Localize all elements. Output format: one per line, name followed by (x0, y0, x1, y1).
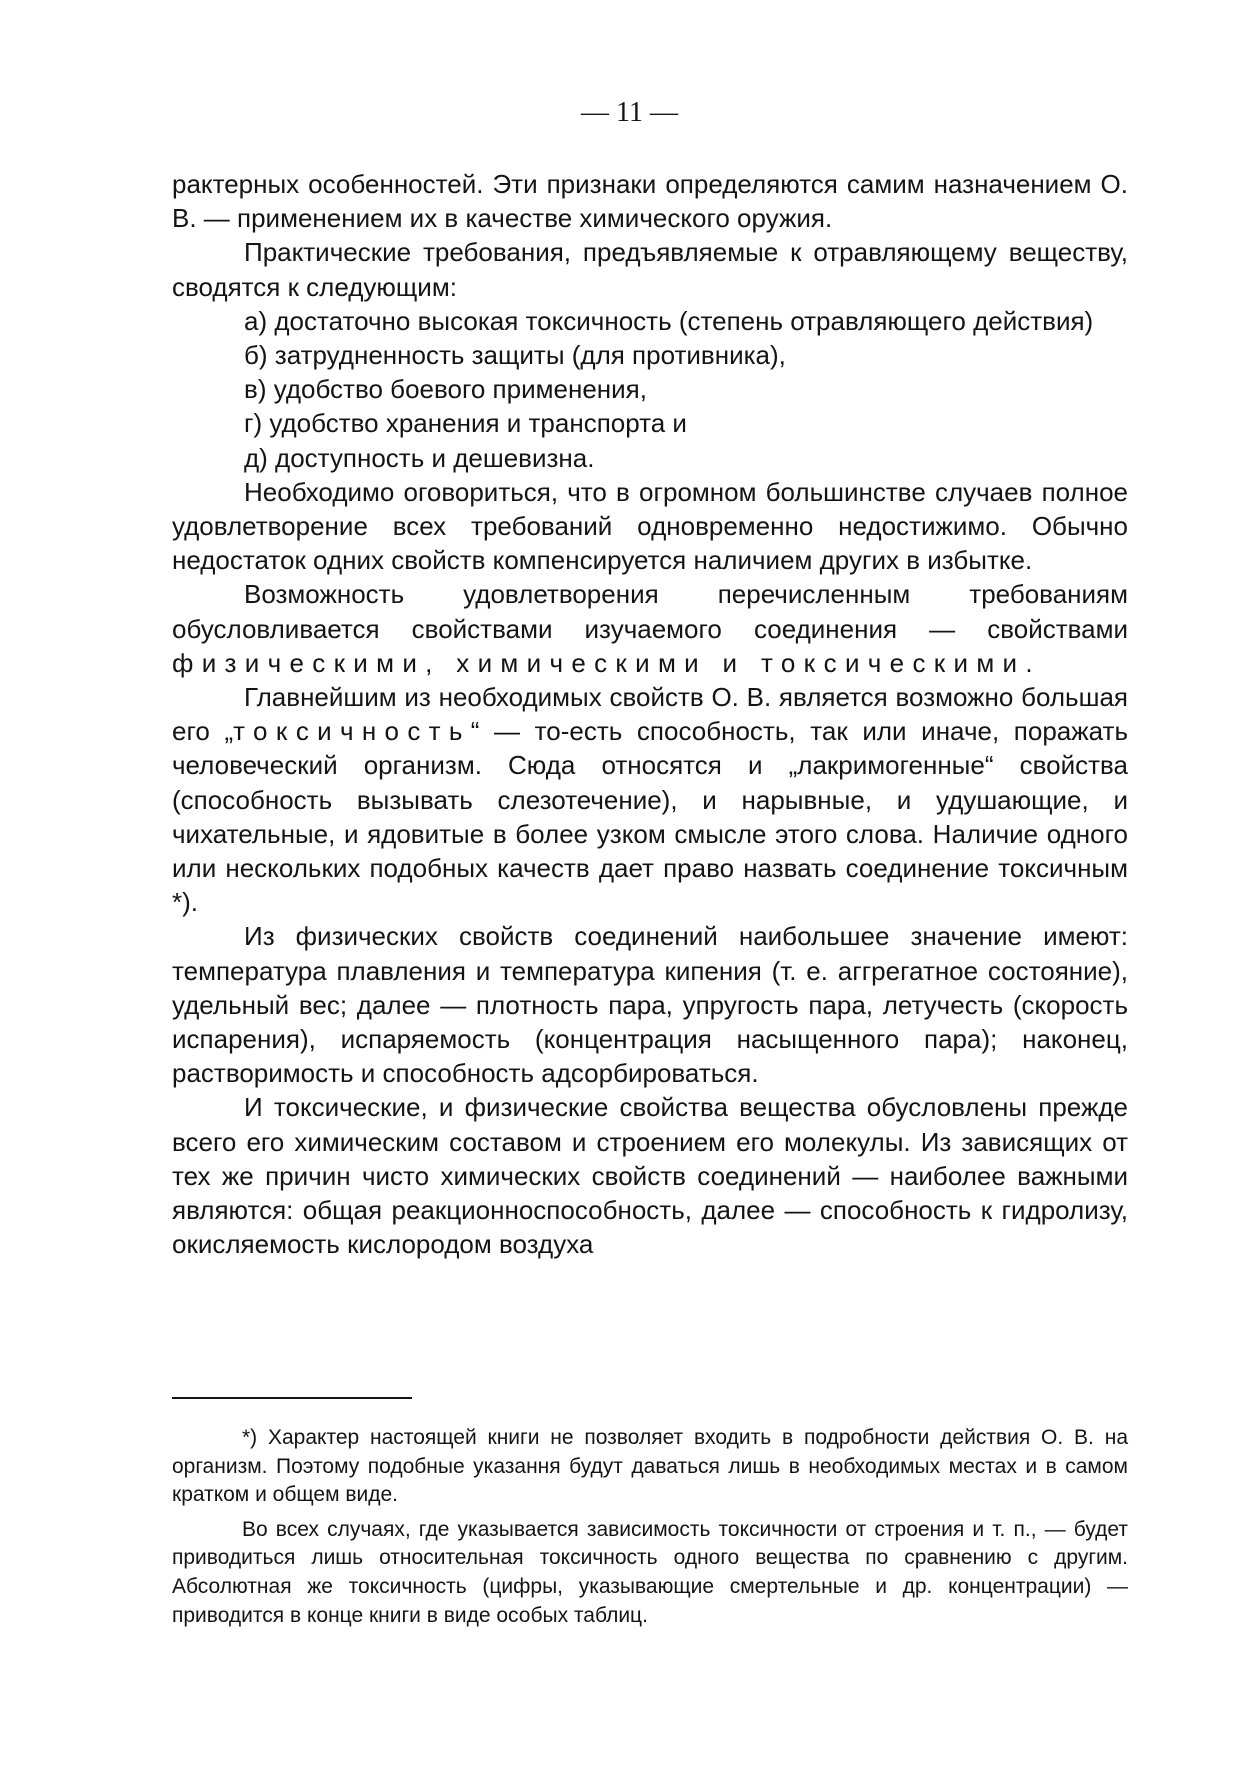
spaced-emphasis: токсичность (233, 716, 471, 747)
main-text (172, 167, 1128, 1262)
list-item: г) удобство хранения и транспорта и (244, 408, 687, 439)
paragraph-caveat: Необходимо оговориться, что в огромном большинстве случаев полное удовлетворение всех требований одновременно недостижимо. Обычно недостаток одних свойств компенсируется наличием других в избытке. (172, 476, 1128, 576)
text-run: Возможность удовлетворения перечисленным требованиям обусловливается свойствами изучаемого соединения — свойствами (172, 579, 1128, 644)
spaced-emphasis: физическими, химическими и токсическими. (172, 647, 1041, 678)
list-item: б) затрудненность защиты (для противника), (244, 340, 786, 371)
footnote: *) Характер настоящей книги не позволяет входить в подробности действия О. В. на организм. Поэтому подобные указання будут даваться лишь в необходимых местах и в самом кратком и общем виде. (172, 1426, 1128, 1507)
footnote-divider (172, 1397, 412, 1399)
list-item: а) достаточно высокая токсичность (степень отравляющего действия) (244, 305, 1094, 336)
paragraph-requirements: Практические требования, предъявляемые к отравляющему веществу, сводятся к следующим: (172, 237, 1128, 302)
list-item: в) удобство боевого применения, (244, 374, 647, 405)
paragraph-properties (172, 577, 1128, 680)
list-item: д) доступность и дешевизна. (244, 442, 595, 473)
footnote: Во всех случаях, где указывается зависимость токсичности от строения и т. п., — будет приводиться лишь относительная токсичность одного вещества по сравнению с другим. Абсолютная же токсичность (цифры, указывающие смертельные и др. концентрации) — приводится в конце книги в виде особых таблиц. (172, 1517, 1128, 1627)
footnotes (172, 1424, 1128, 1630)
paragraph-chemical-properties: И токсические, и физические свойства вещества обусловлены прежде всего его химическим составом и строением его молекулы. Из зависящих от тех же причин чисто химических свойств соединений — наиболее важными являются: общая реакционноспособность, далее — способность к гидролизу, окисляемость кислородом воздуха (172, 1092, 1128, 1260)
page-number: — 11 — (581, 97, 678, 128)
paragraph-continuation: рактерных особенностей. Эти признаки определяются самим назначением О. В. — применением их в качестве химического оружия. (172, 169, 1128, 234)
paragraph-physical-properties: Из физических свойств соединений наибольшее значение имеют: температура плавления и температура кипения (т. е. аггрегатное состояние), удельный вес; далее — плотность пара, упругость пара, летучесть (скорость испарения), испаряемость (концентрация насыщенного пара); наконец, растворимость и способность адсорбироваться. (172, 921, 1128, 1089)
text-run: “ — то-есть способность, так или иначе, поражать человеческий организм. Сюда относятся и „лакримогенные“ свойства (способность вызывать слезотечение), и нарывные, и удушающие, и чихательные, и ядовитые в более узком смысле этого слова. Наличие одного или нескольких подобных качеств дает право назвать соединение токсичным *). (172, 716, 1128, 918)
text-run: Главнейшим из необходимых свойств О. В. является возможно большая его „ (172, 682, 1128, 747)
paragraph-toxicity (172, 680, 1128, 919)
